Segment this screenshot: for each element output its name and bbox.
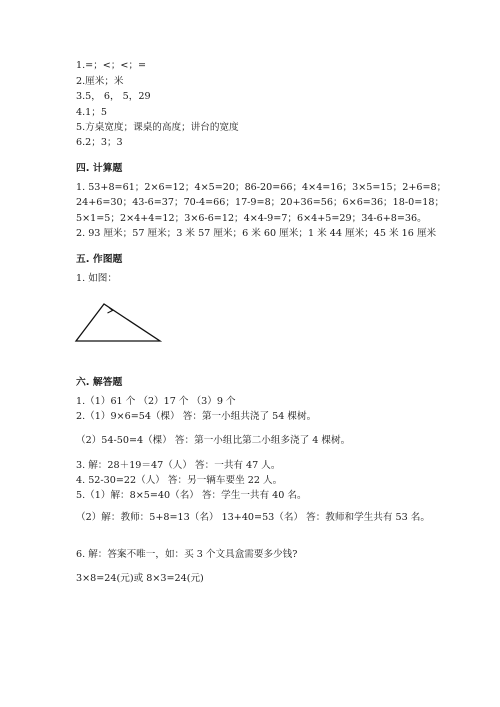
answer-line: 4.1；5: [76, 107, 107, 118]
section-heading-solutions: 六. 解答题: [76, 377, 123, 388]
solution-line: （2）解：教师：5+8=13（名） 13+40=53（名） 答：教师和学生共有 53 名。: [76, 512, 430, 523]
answer-line: 2.厘米；米: [76, 76, 124, 87]
solution-line: 4. 52-30=22（人） 答：另一辆车要坐 22 人。: [76, 475, 283, 486]
answer-line: 3.5， 6， 5，29: [76, 91, 151, 102]
right-angle-mark: [108, 308, 113, 314]
answer-line: 5.方桌宽度；课桌的高度；讲台的宽度: [76, 122, 239, 133]
triangle-shape: [76, 304, 160, 341]
solution-line: （2）54-50=4（棵） 答：第一小组比第二小组多浇了 4 棵树。: [76, 435, 351, 446]
solution-line: 1.（1）61 个 （2）17 个 （3）9 个: [76, 396, 236, 407]
solution-line: 3×8=24(元)或 8×3=24(元): [76, 573, 204, 584]
section-heading-drawing: 五. 作图题: [76, 254, 123, 265]
calc-line: 24+6=30；43-6=37；70-4=66；17-9=8；20+36=56；6×6=36；18-0=18；: [76, 197, 445, 208]
answer-line: 6.2；3；3: [76, 137, 123, 148]
calc-line: 5×1=5；2×4+4=12；3×6-6=12；4×4-9=7；6×4+5=29；34-6+8=36。: [76, 213, 427, 224]
answer-line: 1.=；<；<；=: [76, 60, 147, 71]
solution-line: 5.（1）解：8×5=40（名） 答：学生一共有 40 名。: [76, 490, 307, 501]
calc-line: 1. 53+8=61；2×6=12；4×5=20；86-20=66；4×4=16；3×5=15；2+6=8；: [76, 182, 447, 193]
drawing-caption: 1. 如图：: [76, 273, 117, 284]
right-triangle-figure: [74, 298, 166, 348]
solution-line: 2.（1）9×6=54（棵） 答：第一小组共浇了 54 棵树。: [76, 411, 317, 422]
solution-line: 6. 解：答案不唯一，如：买 3 个文具盒需要多少钱?: [76, 549, 298, 560]
section-heading-calculation: 四. 计算题: [76, 163, 123, 174]
solution-line: 3. 解：28＋19＝47（人） 答：一共有 47 人。: [76, 460, 281, 471]
calc-line: 2. 93 厘米；57 厘米；3 米 57 厘米；6 米 60 厘米；1 米 44 厘米；45 米 16 厘米: [76, 228, 437, 239]
